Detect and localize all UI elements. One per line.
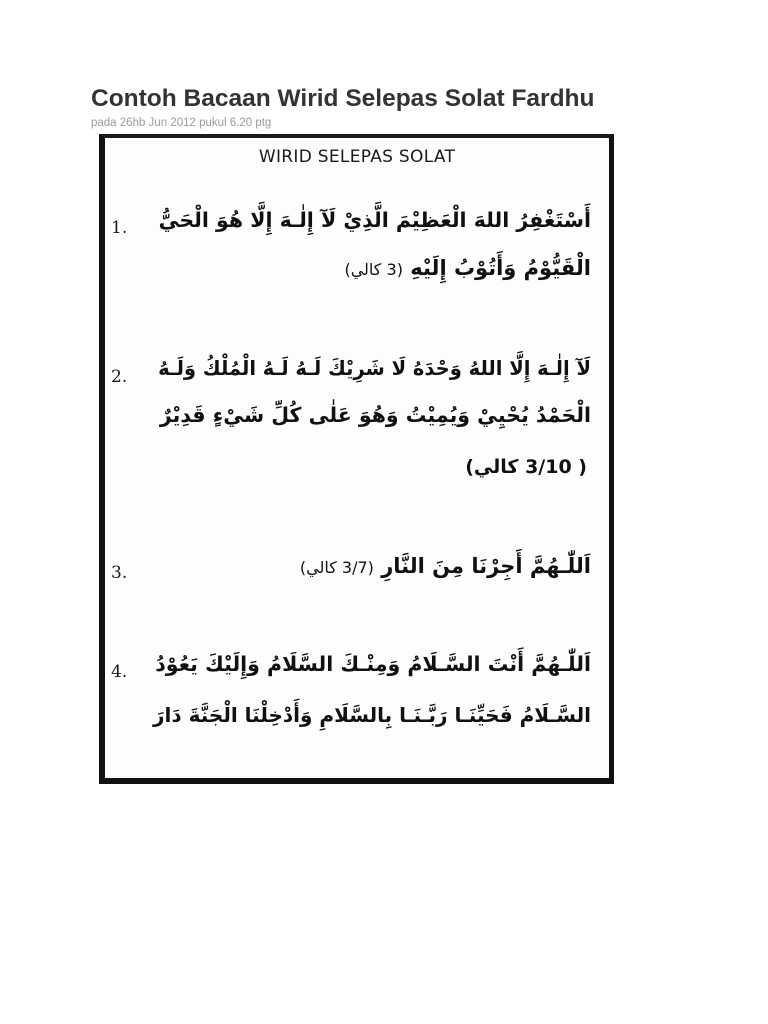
arabic-line: اَللّٰـهُمَّ أَجِرْنَا مِنَ النَّارِ — [381, 554, 591, 578]
arabic-line-with-count — [344, 256, 591, 280]
post-date: pada 26hb Jun 2012 pukul 6.20 ptg — [91, 117, 272, 129]
arabic-line: السَّـلَامُ فَحَيِّنَـا رَبَّـنَـا بِالسَّلَامِ وَأَدْخِلْنَا الْجَنَّةَ دَارَ — [153, 703, 591, 727]
repeat-count: (3/7 كالي) — [299, 558, 374, 577]
arabic-line: الْحَمْدُ يُحْيِيْ وَيُمِيْتُ وَهُوَ عَلٰى كُلِّ شَيْءٍ قَدِيْرٌ — [159, 403, 591, 427]
arabic-line-with-count — [300, 554, 591, 578]
item-number: 3. — [111, 563, 128, 583]
item-number: 2. — [111, 367, 128, 387]
repeat-count: (3 كالي) — [344, 260, 403, 279]
item-number: 4. — [111, 662, 128, 682]
scan-heading: WIRID SELEPAS SOLAT — [258, 147, 456, 167]
arabic-line: الْقَيُّوْمُ وَأَتُوْبُ إِلَيْهِ — [410, 256, 591, 280]
wirid-scan-image — [99, 134, 614, 784]
repeat-count: ( 3/10 كالي) — [465, 456, 587, 478]
arabic-line: أَسْتَغْفِرُ اللهَ الْعَظِيْمَ الَّذِيْ لَآ إِلٰـهَ إِلَّا هُوَ الْحَيُّ — [158, 208, 591, 232]
item-number: 1. — [111, 218, 128, 238]
post-title: Contoh Bacaan Wirid Selepas Solat Fardhu — [91, 85, 595, 112]
arabic-line: لَآ إِلٰـهَ إِلَّا اللهُ وَحْدَهُ لَا شَرِيْكَ لَـهُ لَـهُ الْمُلْكُ وَلَـهُ — [158, 357, 591, 380]
arabic-line: اَللّٰـهُمَّ أَنْتَ السَّـلَامُ وَمِنْـكَ السَّلَامُ وَإِلَيْكَ يَعُوْدُ — [155, 652, 591, 676]
